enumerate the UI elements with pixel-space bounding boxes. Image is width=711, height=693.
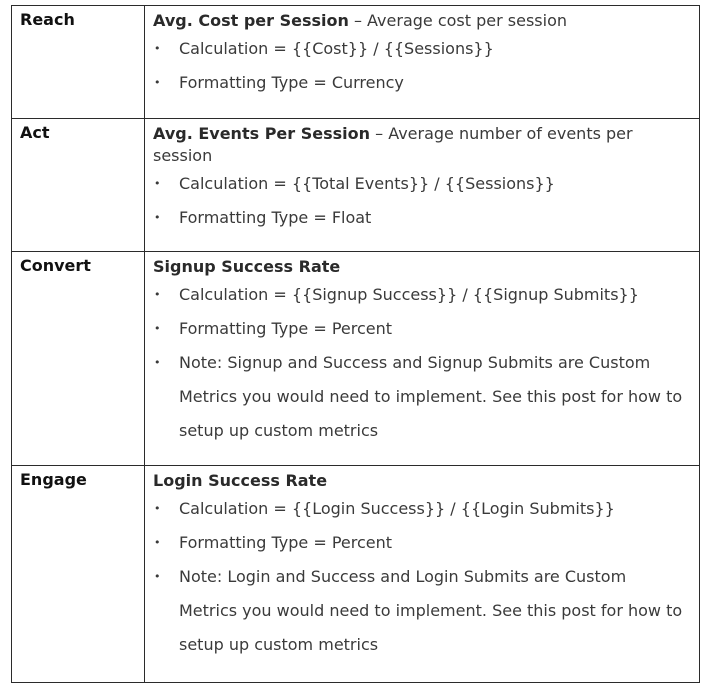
- stage-label: Act: [12, 119, 145, 252]
- bullet-note: • Note: Login and Success and Login Submits are Custom Metrics you would need to implement. See this post for how to setup up custom metrics: [153, 560, 687, 662]
- metric-name: Login Success Rate: [153, 471, 328, 490]
- metric-heading: [153, 470, 687, 492]
- metric-summary: – Average cost per session: [348, 11, 568, 30]
- metric-bullet-list: [153, 278, 687, 448]
- metric-description-cell: [145, 6, 700, 119]
- metric-description-cell: [145, 119, 700, 252]
- metrics-table: [11, 5, 700, 683]
- bullet-calculation: • Calculation = {{Cost}} / {{Sessions}}: [153, 32, 687, 66]
- metric-heading: [153, 256, 687, 278]
- metric-name: Avg. Cost per Session: [153, 11, 349, 30]
- stage-label: Reach: [12, 6, 145, 119]
- metric-heading: [153, 123, 687, 167]
- bullet-note: • Note: Signup and Success and Signup Submits are Custom Metrics you would need to implement. See this post for how to setup up custom metrics: [153, 346, 687, 448]
- stage-label: Convert: [12, 252, 145, 466]
- bullet-formatting-type: • Formatting Type = Currency: [153, 66, 687, 100]
- metric-bullet-list: [153, 492, 687, 662]
- metric-bullet-list: [153, 32, 687, 100]
- bullet-formatting-type: • Formatting Type = Percent: [153, 312, 687, 346]
- bullet-formatting-type: • Formatting Type = Percent: [153, 526, 687, 560]
- metric-name: Avg. Events Per Session: [153, 124, 371, 143]
- metric-name: Signup Success Rate: [153, 257, 341, 276]
- bullet-calculation: • Calculation = {{Total Events}} / {{Sessions}}: [153, 167, 687, 201]
- metric-summary: – Average number of events per session: [153, 124, 633, 165]
- table-row-reach: [12, 6, 700, 119]
- metric-bullet-list: [153, 167, 687, 235]
- metric-description-cell: [145, 466, 700, 683]
- bullet-calculation: • Calculation = {{Login Success}} / {{Login Submits}}: [153, 492, 687, 526]
- bullet-formatting-type: • Formatting Type = Float: [153, 201, 687, 235]
- metric-heading: [153, 10, 687, 32]
- metric-description-cell: [145, 252, 700, 466]
- bullet-calculation: • Calculation = {{Signup Success}} / {{Signup Submits}}: [153, 278, 687, 312]
- table-row-act: [12, 119, 700, 252]
- table-row-engage: [12, 466, 700, 683]
- table-row-convert: [12, 252, 700, 466]
- stage-label: Engage: [12, 466, 145, 683]
